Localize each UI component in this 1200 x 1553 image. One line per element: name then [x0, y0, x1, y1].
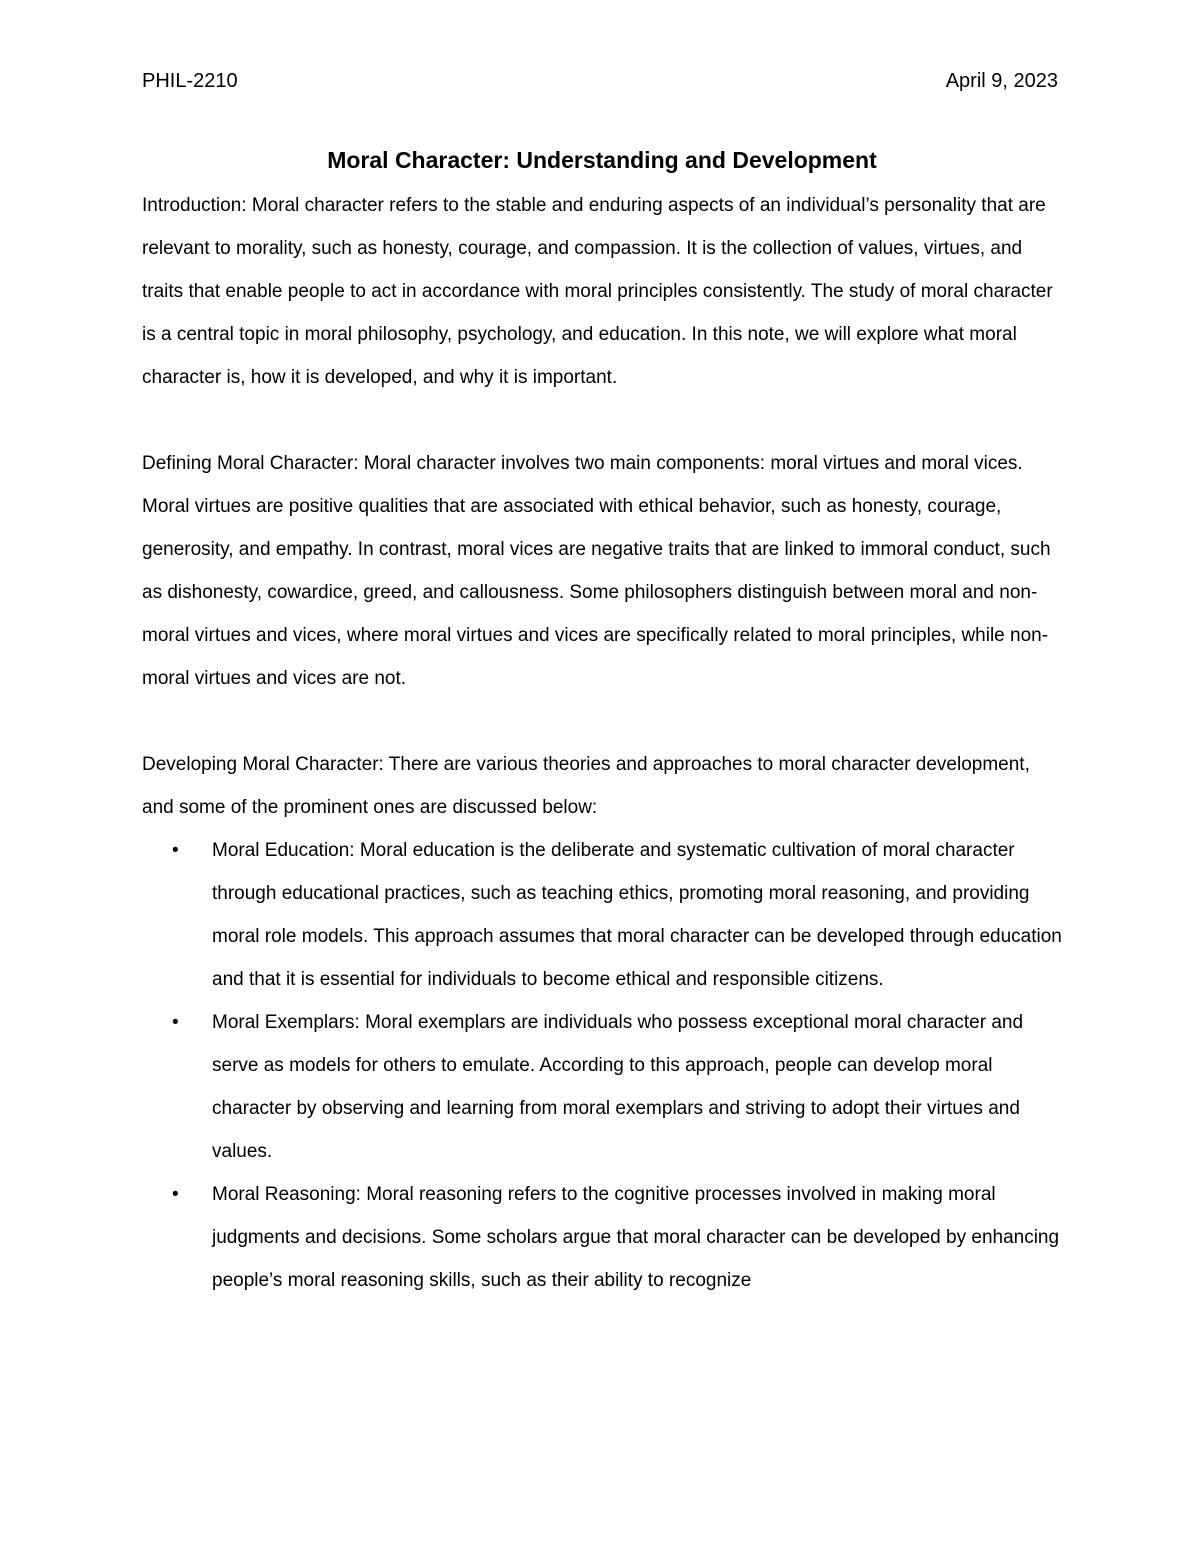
approaches-list [142, 829, 1062, 1302]
bullet-icon: • [172, 1012, 179, 1033]
introduction-paragraph: Introduction: Moral character refers to the stable and enduring aspects of an individual’s personality that are relevant to morality, such as honesty, courage, and compassion. It is the collection of values, virtues, and traits that enable people to act in accordance with moral principles consistently. The study of moral character is a central topic in moral philosophy, psychology, and education. In this note, we will explore what moral character is, how it is developed, and why it is important. [142, 195, 1053, 388]
list-item-moral-reasoning [142, 1173, 1062, 1302]
list-item-text: Moral Exemplars: Moral exemplars are individuals who possess exceptional moral character and serve as models for others to emulate. According to this approach, people can develop moral character by observing and learning from moral exemplars and striving to adopt their virtues and values. [212, 1012, 1024, 1162]
paragraph-spacer [142, 700, 1062, 743]
list-item-text: Moral Education: Moral education is the deliberate and systematic cultivation of moral character through educational practices, such as teaching ethics, promoting moral reasoning, and providing moral role models. This approach assumes that moral character can be developed through education and that it is essential for individuals to become ethical and responsible citizens. [212, 840, 1062, 990]
course-code: PHIL-2210 [142, 70, 238, 92]
bullet-icon: • [172, 1184, 179, 1205]
list-item-text: Moral Reasoning: Moral reasoning refers to the cognitive processes involved in making moral judgments and decisions. Some scholars argue that moral character can be developed by enhancing people’s moral reasoning skills, such as their ability to recognize [212, 1184, 1060, 1291]
document-title: Moral Character: Understanding and Development [327, 147, 877, 173]
bullet-icon: • [172, 840, 179, 861]
list-item-moral-education [142, 829, 1062, 1001]
document-date: April 9, 2023 [945, 70, 1058, 92]
document-body [142, 142, 1062, 1302]
paragraph-spacer [142, 399, 1062, 442]
page-header [142, 70, 1058, 100]
developing-paragraph: Developing Moral Character: There are various theories and approaches to moral character development, and some of the prominent ones are discussed below: [142, 754, 1030, 818]
defining-paragraph: Defining Moral Character: Moral character involves two main components: moral virtues and moral vices. Moral virtues are positive qualities that are associated with ethical behavior, such as honesty, courage, generosity, and empathy. In contrast, moral vices are negative traits that are linked to immoral conduct, such as dishonesty, cowardice, greed, and callousness. Some philosophers distinguish between moral and non-moral virtues and vices, where moral virtues and vices are specifically related to moral principles, while non-moral virtues and vices are not. [142, 453, 1051, 689]
list-item-moral-exemplars [142, 1001, 1062, 1173]
